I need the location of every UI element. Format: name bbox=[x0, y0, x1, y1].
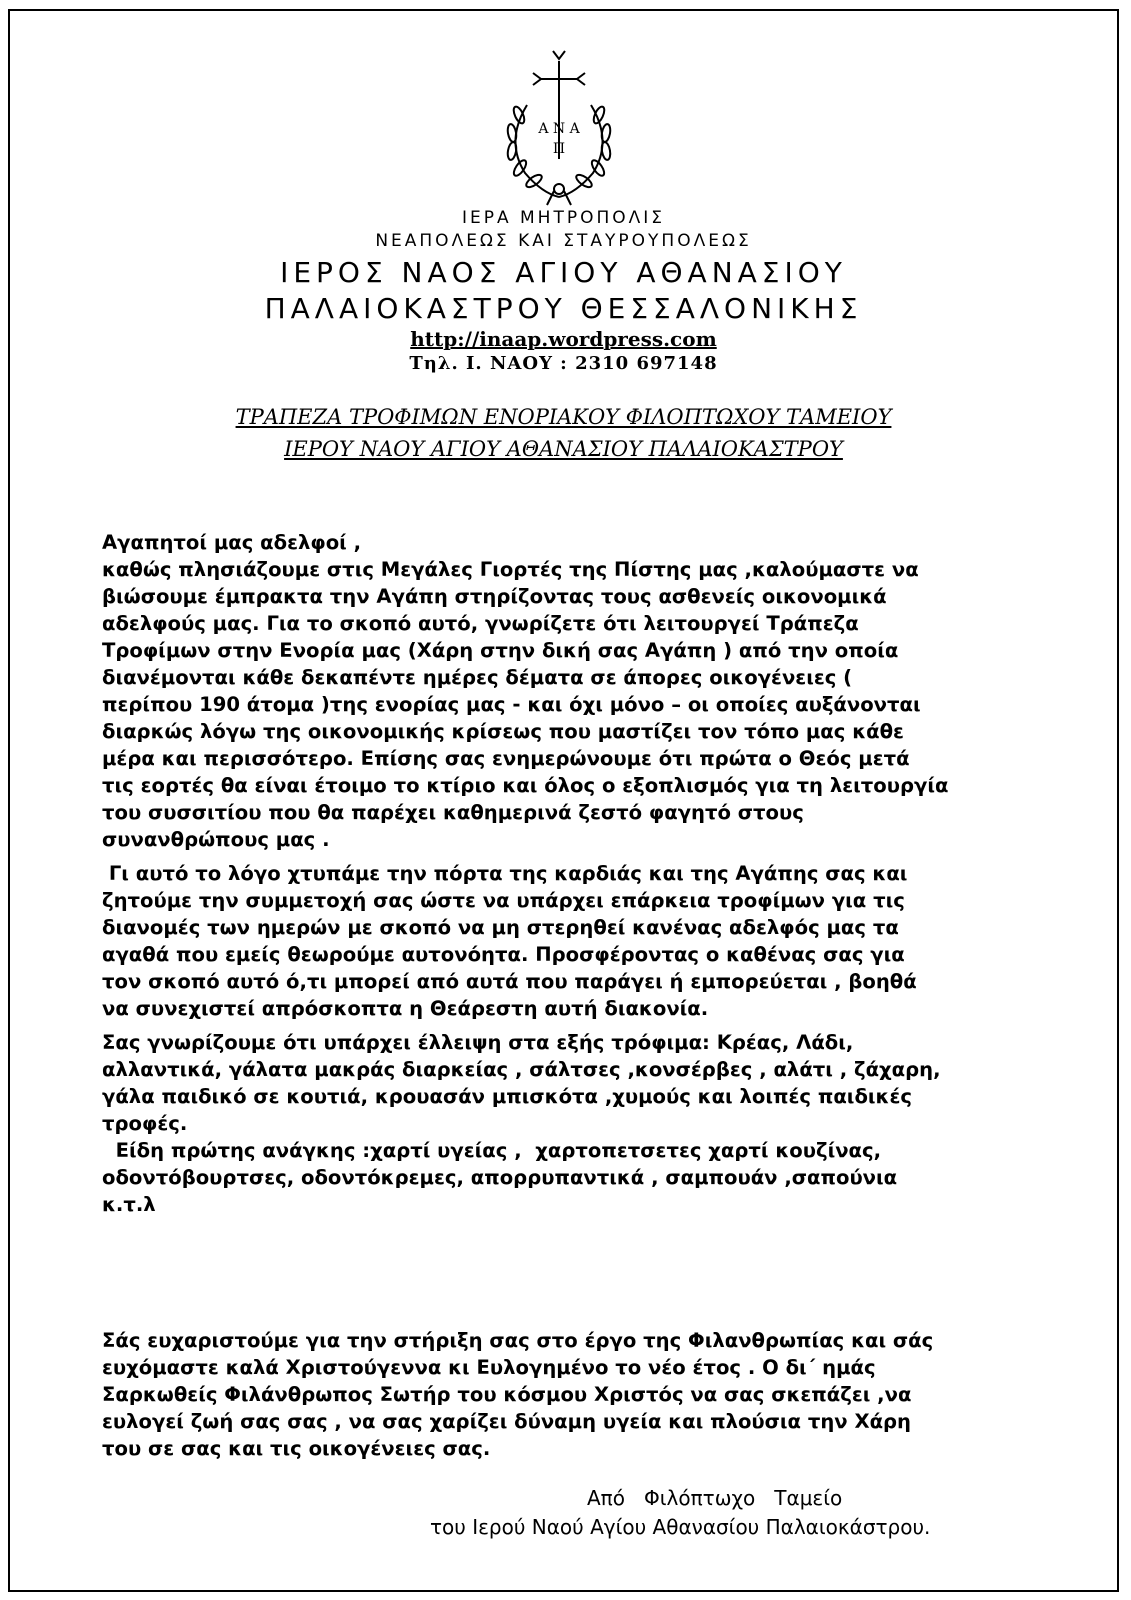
paragraph-3-line: αλλαντικά, γάλατα μακράς διαρκείας , σάλτσες ,κονσέρβες , αλάτι , ζάχαρη, bbox=[102, 1058, 941, 1081]
paragraph-5-line: Σάς ευχαριστούμε για την στήριξη σας στο έργο της Φιλανθρωπίας και σάς bbox=[102, 1329, 934, 1352]
paragraph-4-line: Είδη πρώτης ανάγκης :χαρτί υγείας , χαρτοπετσετες χαρτί κουζίνας, bbox=[102, 1139, 882, 1162]
paragraph-3-line: γάλα παιδικό σε κουτιά, κρουασάν μπισκότα ,χυμούς και λοιπές παιδικές bbox=[102, 1085, 912, 1108]
letter-body bbox=[102, 529, 1062, 1218]
phone-number: Τηλ. Ι. ΝΑΟΥ : 2310 697148 bbox=[409, 353, 718, 374]
paragraph-1-line: του συσσιτίου που θα παρέχει καθημερινά ζεστό φαγητό στους bbox=[102, 801, 804, 824]
signature-line-1: Από Φιλόπτωχο Ταμείο bbox=[587, 1486, 843, 1510]
paragraph-2-line: ζητούμε την συμμετοχή σας ώστε να υπάρχει επάρκεια τροφίμων για τις bbox=[102, 889, 905, 912]
paragraph-2-line: διανομές των ημερών με σκοπό να μη στερηθεί κανένας αδελφός μας τα bbox=[102, 916, 899, 939]
document-title-line-2: ΙΕΡΟΥ ΝΑΟΥ ΑΓΙΟΥ ΑΘΑΝΑΣΙΟΥ ΠΑΛΑΙΟΚΑΣΤΡΟΥ bbox=[284, 437, 843, 461]
paragraph-2-line: Γι αυτό το λόγο χτυπάμε την πόρτα της καρδιάς και της Αγάπης σας και bbox=[102, 862, 908, 885]
svg-text:Α Ν Α: Α Ν Α bbox=[538, 121, 580, 137]
paragraph-1-line: καθώς πλησιάζουμε στις Μεγάλες Γιορτές της Πίστης μας ,καλούμαστε να bbox=[102, 558, 919, 581]
metropolis-line-1: ΙΕΡΑ ΜΗΤΡΟΠΟΛΙΣ bbox=[461, 208, 666, 228]
paragraph-3-line: Σας γνωρίζουμε ότι υπάρχει έλλειψη στα εξής τρόφιμα: Κρέας, Λάδι, bbox=[102, 1031, 854, 1054]
document-title-line-1: ΤΡΑΠΕΖΑ ΤΡΟΦΙΜΩΝ ΕΝΟΡΙΑΚΟΥ ΦΙΛΟΠΤΩΧΟΥ ΤΑΜΕΙΟΥ bbox=[235, 405, 892, 429]
paragraph-4-line: κ.τ.λ bbox=[102, 1193, 156, 1216]
greeting: Αγαπητοί μας αδελφοί , bbox=[102, 531, 362, 554]
church-name-line-2: ΠΑΛΑΙΟΚΑΣΤΡΟΥ ΘΕΣΣΑΛΟΝΙΚΗΣ bbox=[264, 292, 863, 325]
document-page bbox=[8, 9, 1119, 1592]
metropolis-line-2: ΝΕΑΠΟΛΕΩΣ ΚΑΙ ΣΤΑΥΡΟΥΠΟΛΕΩΣ bbox=[375, 231, 752, 251]
church-cross-wreath-logo bbox=[487, 41, 667, 211]
paragraph-4-line: οδοντόβουρτσες, οδοντόκρεμες, απορρυπαντικά , σαμπουάν ,σαπούνια bbox=[102, 1166, 898, 1189]
paragraph-1-line: περίπου 190 άτομα )της ενορίας μας - και όχι μόνο – οι οποίες αυξάνονται bbox=[102, 693, 921, 716]
paragraph-1-line: μέρα και περισσότερο. Επίσης σας ενημερώνουμε ότι πρώτα ο Θεός μετά bbox=[102, 747, 910, 770]
svg-text:Π: Π bbox=[552, 141, 566, 157]
paragraph-2-line: τον σκοπό αυτό ό,τι μπορεί από αυτά που παράγει ή εμπορεύεται , βοηθά bbox=[102, 970, 917, 993]
paragraph-5-line: ευλογεί ζωή σας σας , να σας χαρίζει δύναμη υγεία και πλούσια την Χάρη bbox=[102, 1410, 912, 1433]
paragraph-1-line: διαρκώς λόγω της οικονομικής κρίσεως που μαστίζει τον τόπο μας κάθε bbox=[102, 720, 904, 743]
paragraph-1-line: τις εορτές θα είναι έτοιμο το κτίριο και όλος ο εξοπλισμός για τη λειτουργία bbox=[102, 774, 949, 797]
closing-paragraph bbox=[102, 1327, 1062, 1462]
website-link[interactable]: http://inaap.wordpress.com bbox=[410, 327, 717, 351]
paragraph-2-line: αγαθά που εμείς θεωρούμε αυτονόητα. Προσφέροντας ο καθένας σας για bbox=[102, 943, 905, 966]
paragraph-3-line: τροφές. bbox=[102, 1112, 188, 1135]
paragraph-1-line: συνανθρώπους μας . bbox=[102, 828, 330, 851]
signature-line-2: του Ιερού Ναού Αγίου Αθανασίου Παλαιοκάστρου. bbox=[430, 1515, 931, 1539]
church-name-line-1: ΙΕΡΟΣ ΝΑΟΣ ΑΓΙΟΥ ΑΘΑΝΑΣΙΟΥ bbox=[280, 256, 847, 289]
paragraph-1-line: Τροφίμων στην Ενορία μας (Χάρη στην δική σας Αγάπη ) από την οποία bbox=[102, 639, 899, 662]
paragraph-5-line: του σε σας και τις οικογένειες σας. bbox=[102, 1437, 491, 1460]
paragraph-1-line: βιώσουμε έμπρακτα την Αγάπη στηρίζοντας τους ασθενείς οικονομικά bbox=[102, 585, 887, 608]
paragraph-5-line: Σαρκωθείς Φιλάνθρωπος Σωτήρ του κόσμου Χριστός να σας σκεπάζει ,να bbox=[102, 1383, 912, 1406]
paragraph-2-line: να συνεχιστεί απρόσκοπτα η Θεάρεστη αυτή διακονία. bbox=[102, 997, 709, 1020]
paragraph-1-line: αδελφούς μας. Για το σκοπό αυτό, γνωρίζετε ότι λειτουργεί Τράπεζα bbox=[102, 612, 859, 635]
paragraph-5-line: ευχόμαστε καλά Χριστούγεννα κι Ευλογημένο το νέο έτος . Ο δι΄ ημάς bbox=[102, 1356, 876, 1379]
paragraph-1-line: διανέμονται κάθε δεκαπέντε ημέρες δέματα σε άπορες οικογένειες ( bbox=[102, 666, 853, 689]
